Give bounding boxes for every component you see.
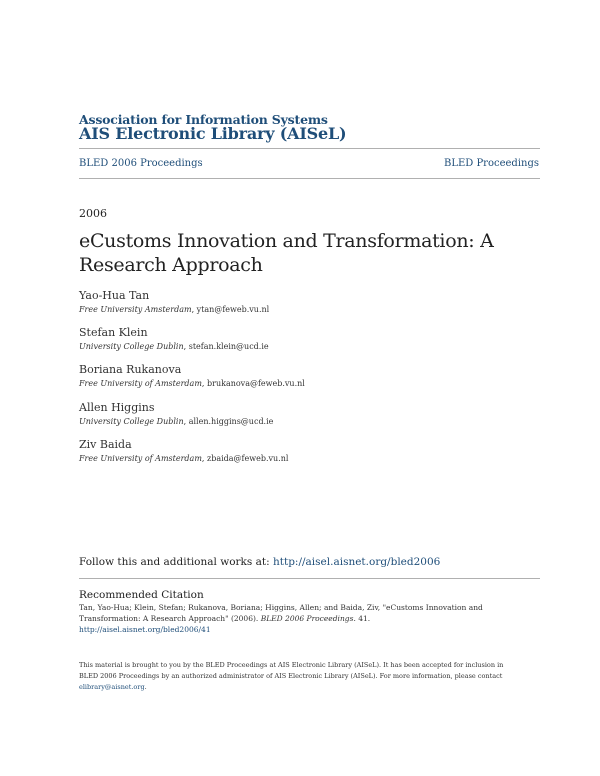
citation-main: Tan, Yao-Hua; Klein, Stefan; Rukanova, Boriana; Higgins, Allen; and Baida, Ziv, "eCustoms Innovation and Transformation: A Research Approach" (2006). (79, 603, 483, 623)
citation-text (79, 602, 509, 635)
affiliation-text: Free University of Amsterdam (79, 454, 202, 463)
library-name[interactable]: AIS Electronic Library (AISeL) (79, 124, 347, 143)
notice-end: . (144, 683, 147, 691)
recommended-citation-heading: Recommended Citation (79, 589, 204, 601)
follow-text: Follow this and additional works at: (79, 556, 273, 568)
author-name: Yao-Hua Tan (79, 289, 150, 302)
paper-title: eCustoms Innovation and Transformation: A Research Approach (79, 230, 494, 276)
contact-email-link[interactable]: elibrary@aisnet.org (79, 683, 145, 691)
author-name: Boriana Rukanova (79, 363, 182, 376)
author-name: Stefan Klein (79, 326, 148, 339)
follow-link[interactable]: http://aisel.aisnet.org/bled2006 (273, 556, 441, 568)
citation-number: . 41. (353, 614, 371, 623)
citation-proceedings: BLED 2006 Proceedings (260, 614, 354, 623)
citation-divider (79, 578, 540, 579)
author-email[interactable]: allen.higgins@ucd.ie (188, 417, 274, 426)
affiliation-text: Free University Amsterdam (79, 305, 192, 314)
author-affiliation: Free University of Amsterdam, brukanova@feweb.vu.nl (79, 379, 305, 388)
breadcrumb-link-bled-proceedings[interactable]: BLED Proceedings (443, 158, 539, 169)
notice-text: This material is brought to you by the BLED Proceedings at AIS Electronic Library (AISeL). It has been accepted for inclusion in BLED 2006 Proceedings by an authorized administrator of AIS Electronic Library (AISeL). For more information, please contact (79, 661, 504, 680)
affiliation-text: Free University of Amsterdam (79, 379, 202, 388)
follow-line (79, 556, 440, 568)
author-affiliation: University College Dublin, allen.higgins@ucd.ie (79, 417, 274, 426)
breadcrumb-link-bled-2006[interactable]: BLED 2006 Proceedings (79, 158, 203, 169)
author-email[interactable]: zbaida@feweb.vu.nl (207, 454, 289, 463)
author-affiliation: Free University Amsterdam, ytan@feweb.vu.nl (79, 305, 270, 314)
affiliation-text: University College Dublin (79, 342, 184, 351)
author-email[interactable]: stefan.klein@ucd.ie (188, 342, 269, 351)
header-divider-top (79, 148, 540, 149)
association-name[interactable]: Association for Information Systems (79, 112, 328, 127)
author-name: Allen Higgins (79, 401, 155, 414)
header-divider-bottom (79, 178, 540, 179)
author-affiliation: University College Dublin, stefan.klein@ucd.ie (79, 342, 269, 351)
author-email[interactable]: brukanova@feweb.vu.nl (207, 379, 305, 388)
affiliation-text: University College Dublin (79, 417, 184, 426)
author-email[interactable]: ytan@feweb.vu.nl (196, 305, 270, 314)
author-name: Ziv Baida (79, 438, 132, 451)
author-affiliation: Free University of Amsterdam, zbaida@feweb.vu.nl (79, 454, 289, 463)
citation-link[interactable]: http://aisel.aisnet.org/bled2006/41 (79, 625, 211, 634)
copyright-notice (79, 660, 519, 693)
publication-year: 2006 (79, 207, 107, 220)
